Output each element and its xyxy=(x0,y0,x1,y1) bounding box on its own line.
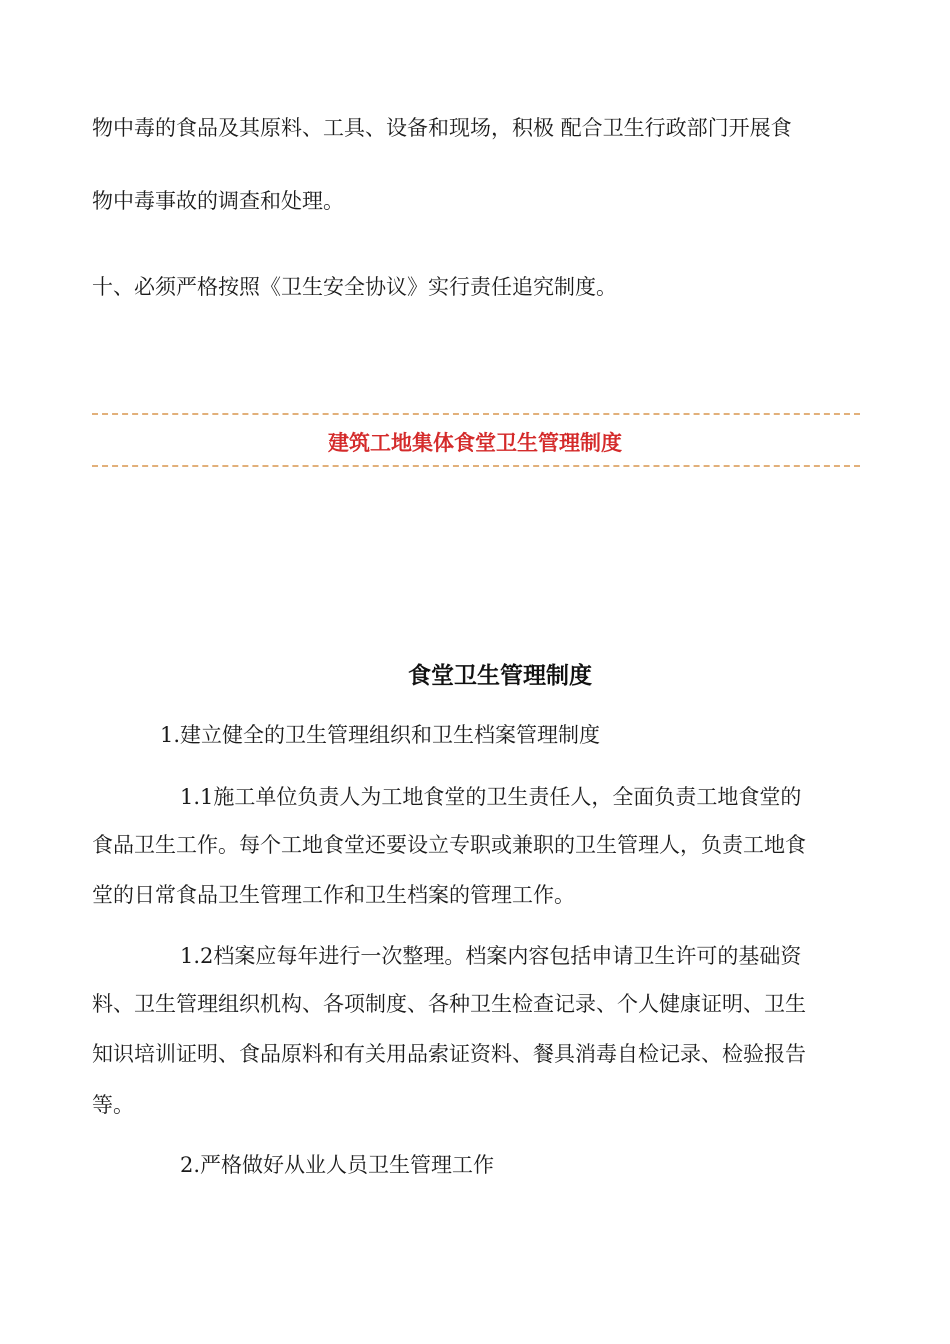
paragraph-1-2-line-1: 1.2档案应每年进行一次整理。档案内容包括申请卫生许可的基础资 xyxy=(180,944,802,968)
paragraph-1-2-line-3: 知识培训证明、食品原料和有关用品索证资料、餐具消毒自检记录、检验报告 xyxy=(92,1042,806,1066)
section-divider-top xyxy=(92,413,860,415)
heading-2: 2.严格做好从业人员卫生管理工作 xyxy=(180,1153,495,1177)
paragraph-1-1-line-3: 堂的日常食品卫生管理工作和卫生档案的管理工作。 xyxy=(92,883,575,907)
doc-title: 食堂卫生管理制度 xyxy=(408,663,592,689)
paragraph-1-1-line-2: 食品卫生工作。每个工地食堂还要设立专职或兼职的卫生管理人，负责工地食 xyxy=(92,833,806,857)
section-divider-bottom xyxy=(92,465,860,467)
section-title: 建筑工地集体食堂卫生管理制度 xyxy=(328,431,622,455)
intro-line-2: 物中毒事故的调查和处理。 xyxy=(92,189,344,213)
paragraph-1-2-line-4: 等。 xyxy=(92,1093,134,1117)
heading-1: 1.建立健全的卫生管理组织和卫生档案管理制度 xyxy=(160,723,601,747)
intro-line-1: 物中毒的食品及其原料、工具、设备和现场，积极 配合卫生行政部门开展食 xyxy=(92,116,792,140)
paragraph-1-1-line-1: 1.1施工单位负责人为工地食堂的卫生责任人，全面负责工地食堂的 xyxy=(180,785,802,809)
item-10: 十、必须严格按照《卫生安全协议》实行责任追究制度。 xyxy=(92,275,617,299)
paragraph-1-2-line-2: 料、卫生管理组织机构、各项制度、各种卫生检查记录、个人健康证明、卫生 xyxy=(92,992,806,1016)
